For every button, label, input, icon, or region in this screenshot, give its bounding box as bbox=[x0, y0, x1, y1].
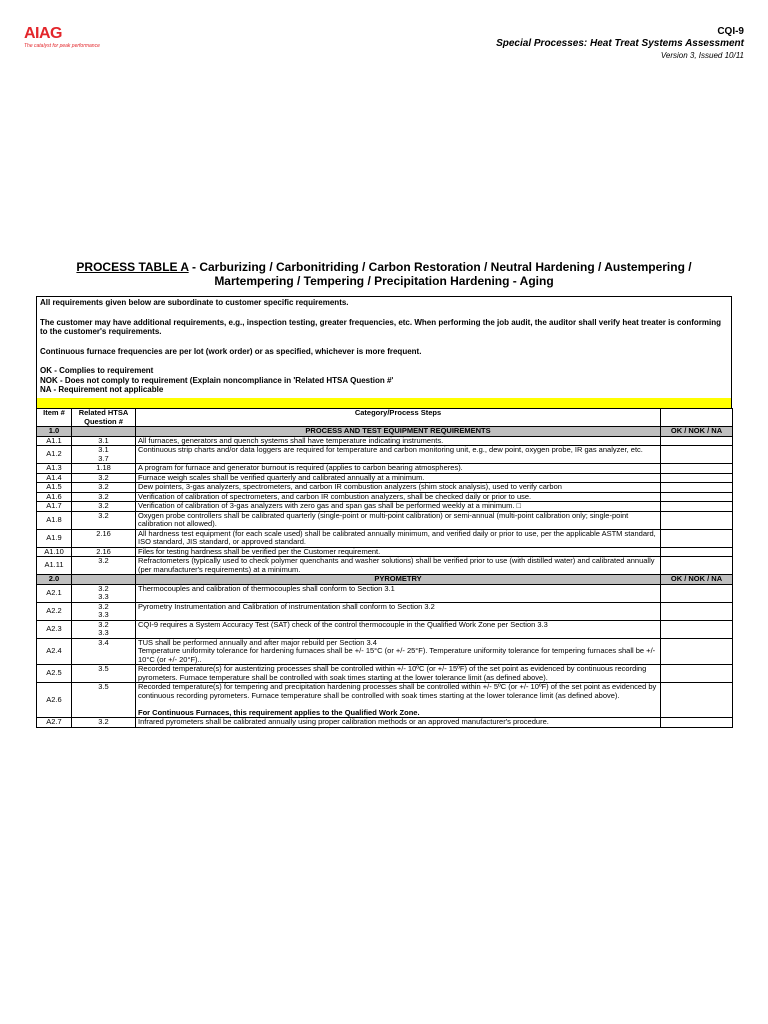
requirement-text bbox=[136, 529, 661, 547]
requirement-text bbox=[136, 557, 661, 575]
status-cell[interactable] bbox=[661, 683, 733, 718]
item-number: A2.6 bbox=[37, 683, 72, 718]
table-row bbox=[37, 502, 733, 512]
requirement-body: Files for testing hardness shall be verified per the Customer requirement. bbox=[138, 547, 381, 556]
related-question: 3.2 3.3 bbox=[72, 584, 136, 602]
status-cell[interactable] bbox=[661, 502, 733, 512]
requirement-body: Verification of calibration of 3-gas analyzers with zero gas and span gas shall be performed weekly at a minimum. □ bbox=[138, 501, 522, 510]
logo-tagline: The catalyst for peak performance bbox=[24, 43, 100, 49]
requirement-body: Furnace weigh scales shall be verified quarterly and calibrated annually at a minimum. bbox=[138, 473, 425, 482]
legend-nok: NOK - Does not comply to requirement (Explain noncompliance in 'Related HTSA Question #' bbox=[40, 375, 394, 385]
section-title: PROCESS AND TEST EQUIPMENT REQUIREMENTS bbox=[136, 427, 661, 437]
status-cell[interactable] bbox=[661, 473, 733, 483]
section-status-header: OK / NOK / NA bbox=[661, 427, 733, 437]
related-question: 3.2 3.3 bbox=[72, 620, 136, 638]
status-cell[interactable] bbox=[661, 511, 733, 529]
requirement-text bbox=[136, 483, 661, 493]
item-number: A2.2 bbox=[37, 602, 72, 620]
requirement-text bbox=[136, 464, 661, 474]
requirement-body: Recorded temperature(s) for tempering and precipitation hardening processes shall be controlled within +/- 5ºC (or +/- 10ºF) of the set point as evidenced by continuous recording pyrometers. Furnace temperature shall be controlled with soak times starting at the lower tolerance limit (as defined above). bbox=[138, 682, 657, 700]
intro-paragraph-2: The customer may have additional requirements, e.g., inspection testing, greater frequencies, etc. When performing the job audit, the auditor shall verify heat treater is conforming to the customer's requirements. bbox=[40, 317, 722, 336]
status-cell[interactable] bbox=[661, 557, 733, 575]
legend-ok: OK - Complies to requirement bbox=[40, 366, 154, 375]
item-number: A2.7 bbox=[37, 718, 72, 728]
requirement-body: A program for furnace and generator burnout is required (applies to carbon bearing atmospheres). bbox=[138, 463, 463, 472]
requirement-text bbox=[136, 602, 661, 620]
process-table-label: PROCESS TABLE A bbox=[76, 260, 189, 274]
table-header-row bbox=[37, 409, 733, 427]
table-row bbox=[37, 511, 733, 529]
item-number: A1.1 bbox=[37, 436, 72, 446]
table-row bbox=[37, 557, 733, 575]
intro-paragraph-3: Continuous furnace frequencies are per lot (work order) or as specified, whichever is more frequent. bbox=[40, 346, 422, 356]
section-title: PYROMETRY bbox=[136, 575, 661, 585]
status-cell[interactable] bbox=[661, 529, 733, 547]
logo-wordmark: AIAG bbox=[24, 25, 62, 42]
table-row bbox=[37, 620, 733, 638]
item-number: A2.4 bbox=[37, 638, 72, 665]
header-category: Category/Process Steps bbox=[136, 409, 661, 427]
requirement-body: Continuous strip charts and/or data loggers are required for temperature and carbon monitoring unit, e.g., dew point, oxygen probe, IR gas analyzer, etc. bbox=[138, 445, 643, 454]
related-question: 2.16 bbox=[72, 547, 136, 557]
header-related: Related HTSA Question # bbox=[72, 409, 136, 427]
section-number: 2.0 bbox=[37, 575, 72, 585]
status-cell[interactable] bbox=[661, 718, 733, 728]
requirement-text bbox=[136, 436, 661, 446]
status-cell[interactable] bbox=[661, 584, 733, 602]
status-cell[interactable] bbox=[661, 436, 733, 446]
requirement-text bbox=[136, 511, 661, 529]
item-number: A2.1 bbox=[37, 584, 72, 602]
requirement-body: Thermocouples and calibration of thermocouples shall conform to Section 3.1 bbox=[138, 584, 395, 593]
requirement-body: Refractometers (typically used to check polymer quenchants and washer solutions) shall be verified prior to use (with distilled water) and calibrated annually (per manufacturer's requirements) at a minimum. bbox=[138, 556, 655, 574]
requirement-body: All furnaces, generators and quench systems shall have temperature indicating instruments. bbox=[138, 436, 444, 445]
highlight-bar bbox=[36, 398, 732, 408]
table-row bbox=[37, 483, 733, 493]
item-number: A1.8 bbox=[37, 511, 72, 529]
requirement-text bbox=[136, 547, 661, 557]
requirement-body: Recorded temperature(s) for austentizing processes shall be controlled within +/- 10ºC (or +/- 15ºF) of the set point as evidenced by continuous recording pyrometers. Furnace temperature shall be controlled with soak times starting at the lower tolerance limit (as defined above). bbox=[138, 664, 647, 682]
process-table-text: - Carburizing / Carbonitriding / Carbon Restoration / Neutral Hardening / Austempering / Martempering / Tempering / Precipitation Hardening - Aging bbox=[188, 260, 692, 288]
section-row bbox=[37, 427, 733, 437]
table-row bbox=[37, 492, 733, 502]
requirement-text bbox=[136, 620, 661, 638]
item-number: A1.4 bbox=[37, 473, 72, 483]
requirement-note: For Continuous Furnaces, this requirement applies to the Qualified Work Zone. bbox=[138, 707, 420, 717]
requirement-text bbox=[136, 446, 661, 464]
related-question: 3.2 bbox=[72, 718, 136, 728]
requirement-body: Oxygen probe controllers shall be calibrated quarterly (single-point or multi-point calibration) or semi-annual (multi-point calibration only; single-point calibration not allowed). bbox=[138, 511, 629, 528]
requirement-text bbox=[136, 584, 661, 602]
table-row bbox=[37, 446, 733, 464]
requirement-body: TUS shall be performed annually and after major rebuild per Section 3.4 Temperature uniformity tolerance for hardening furnaces shall be +/- 15°C (or +/- 25°F). Temperature uniformity tolerance for tempering furnaces shall be +/- 10°C (or +/- 20°F).. bbox=[138, 638, 656, 664]
doc-title: Special Processes: Heat Treat Systems Assessment bbox=[496, 38, 744, 49]
item-number: A1.7 bbox=[37, 502, 72, 512]
item-number: A1.9 bbox=[37, 529, 72, 547]
related-question: 3.5 bbox=[72, 683, 136, 718]
status-cell[interactable] bbox=[661, 547, 733, 557]
table-row bbox=[37, 464, 733, 474]
table-row bbox=[37, 683, 733, 718]
status-cell[interactable] bbox=[661, 665, 733, 683]
related-question: 3.2 3.3 bbox=[72, 602, 136, 620]
section-spacer bbox=[72, 427, 136, 437]
process-table-title bbox=[36, 260, 732, 288]
related-question: 3.2 bbox=[72, 492, 136, 502]
requirement-text bbox=[136, 683, 661, 718]
section-spacer bbox=[72, 575, 136, 585]
related-question: 3.2 bbox=[72, 557, 136, 575]
requirements-intro bbox=[36, 296, 732, 398]
requirement-text bbox=[136, 492, 661, 502]
document-header bbox=[496, 26, 744, 60]
item-number: A2.5 bbox=[37, 665, 72, 683]
requirement-body: Pyrometry Instrumentation and Calibration of instrumentation shall conform to Section 3.2 bbox=[138, 602, 435, 611]
status-cell[interactable] bbox=[661, 620, 733, 638]
doc-version: Version 3, Issued 10/11 bbox=[660, 51, 744, 60]
requirement-text bbox=[136, 638, 661, 665]
table-row bbox=[37, 584, 733, 602]
requirement-body: Verification of calibration of spectrometers, and carbon IR combustion analyzers, shall be checked daily or prior to use. bbox=[138, 492, 532, 501]
requirement-body: Dew pointers, 3-gas analyzers, spectrometers, and carbon IR combustion analyzers (shim stock analysis), used to verify carbon bbox=[138, 482, 562, 491]
header-status bbox=[661, 409, 733, 427]
table-row bbox=[37, 529, 733, 547]
doc-code: CQI-9 bbox=[717, 26, 744, 37]
table-row bbox=[37, 436, 733, 446]
item-number: A2.3 bbox=[37, 620, 72, 638]
related-question: 3.2 bbox=[72, 502, 136, 512]
related-question: 2.16 bbox=[72, 529, 136, 547]
aiag-logo bbox=[24, 26, 100, 49]
item-number: A1.2 bbox=[37, 446, 72, 464]
legend-na: NA - Requirement not applicable bbox=[40, 385, 164, 394]
item-number: A1.11 bbox=[37, 557, 72, 575]
process-table bbox=[36, 408, 733, 728]
table-row bbox=[37, 665, 733, 683]
requirement-text bbox=[136, 718, 661, 728]
related-question: 3.5 bbox=[72, 665, 136, 683]
section-status-header: OK / NOK / NA bbox=[661, 575, 733, 585]
intro-paragraph-1: All requirements given below are subordinate to customer specific requirements. bbox=[40, 298, 349, 307]
item-number: A1.3 bbox=[37, 464, 72, 474]
status-cell[interactable] bbox=[661, 446, 733, 464]
item-number: A1.10 bbox=[37, 547, 72, 557]
requirement-text bbox=[136, 665, 661, 683]
table-row bbox=[37, 547, 733, 557]
header-item: Item # bbox=[37, 409, 72, 427]
related-question: 3.2 bbox=[72, 473, 136, 483]
section-row bbox=[37, 575, 733, 585]
table-row bbox=[37, 602, 733, 620]
requirement-body: CQI-9 requires a System Accuracy Test (SAT) check of the control thermocouple in the Qualified Work Zone per Section 3.3 bbox=[138, 620, 548, 629]
related-question: 3.2 bbox=[72, 483, 136, 493]
item-number: A1.5 bbox=[37, 483, 72, 493]
related-question: 3.4 bbox=[72, 638, 136, 665]
item-number: A1.6 bbox=[37, 492, 72, 502]
table-row bbox=[37, 718, 733, 728]
requirement-body: Infrared pyrometers shall be calibrated annually using proper calibration methods or an approved manufacturer's procedure. bbox=[138, 717, 549, 726]
status-cell[interactable] bbox=[661, 602, 733, 620]
status-cell[interactable] bbox=[661, 638, 733, 665]
related-question: 3.1 bbox=[72, 436, 136, 446]
status-cell[interactable] bbox=[661, 492, 733, 502]
related-question: 1.18 bbox=[72, 464, 136, 474]
related-question: 3.2 bbox=[72, 511, 136, 529]
section-number: 1.0 bbox=[37, 427, 72, 437]
table-row bbox=[37, 638, 733, 665]
status-cell[interactable] bbox=[661, 464, 733, 474]
requirement-text bbox=[136, 473, 661, 483]
table-row bbox=[37, 473, 733, 483]
requirement-body: All hardness test equipment (for each scale used) shall be calibrated annually minimum, and verified daily or prior to use, per the applicable ASTM standard, ISO standard, JIS standard, or approved standard. bbox=[138, 529, 656, 546]
status-cell[interactable] bbox=[661, 483, 733, 493]
related-question: 3.1 3.7 bbox=[72, 446, 136, 464]
requirement-text bbox=[136, 502, 661, 512]
